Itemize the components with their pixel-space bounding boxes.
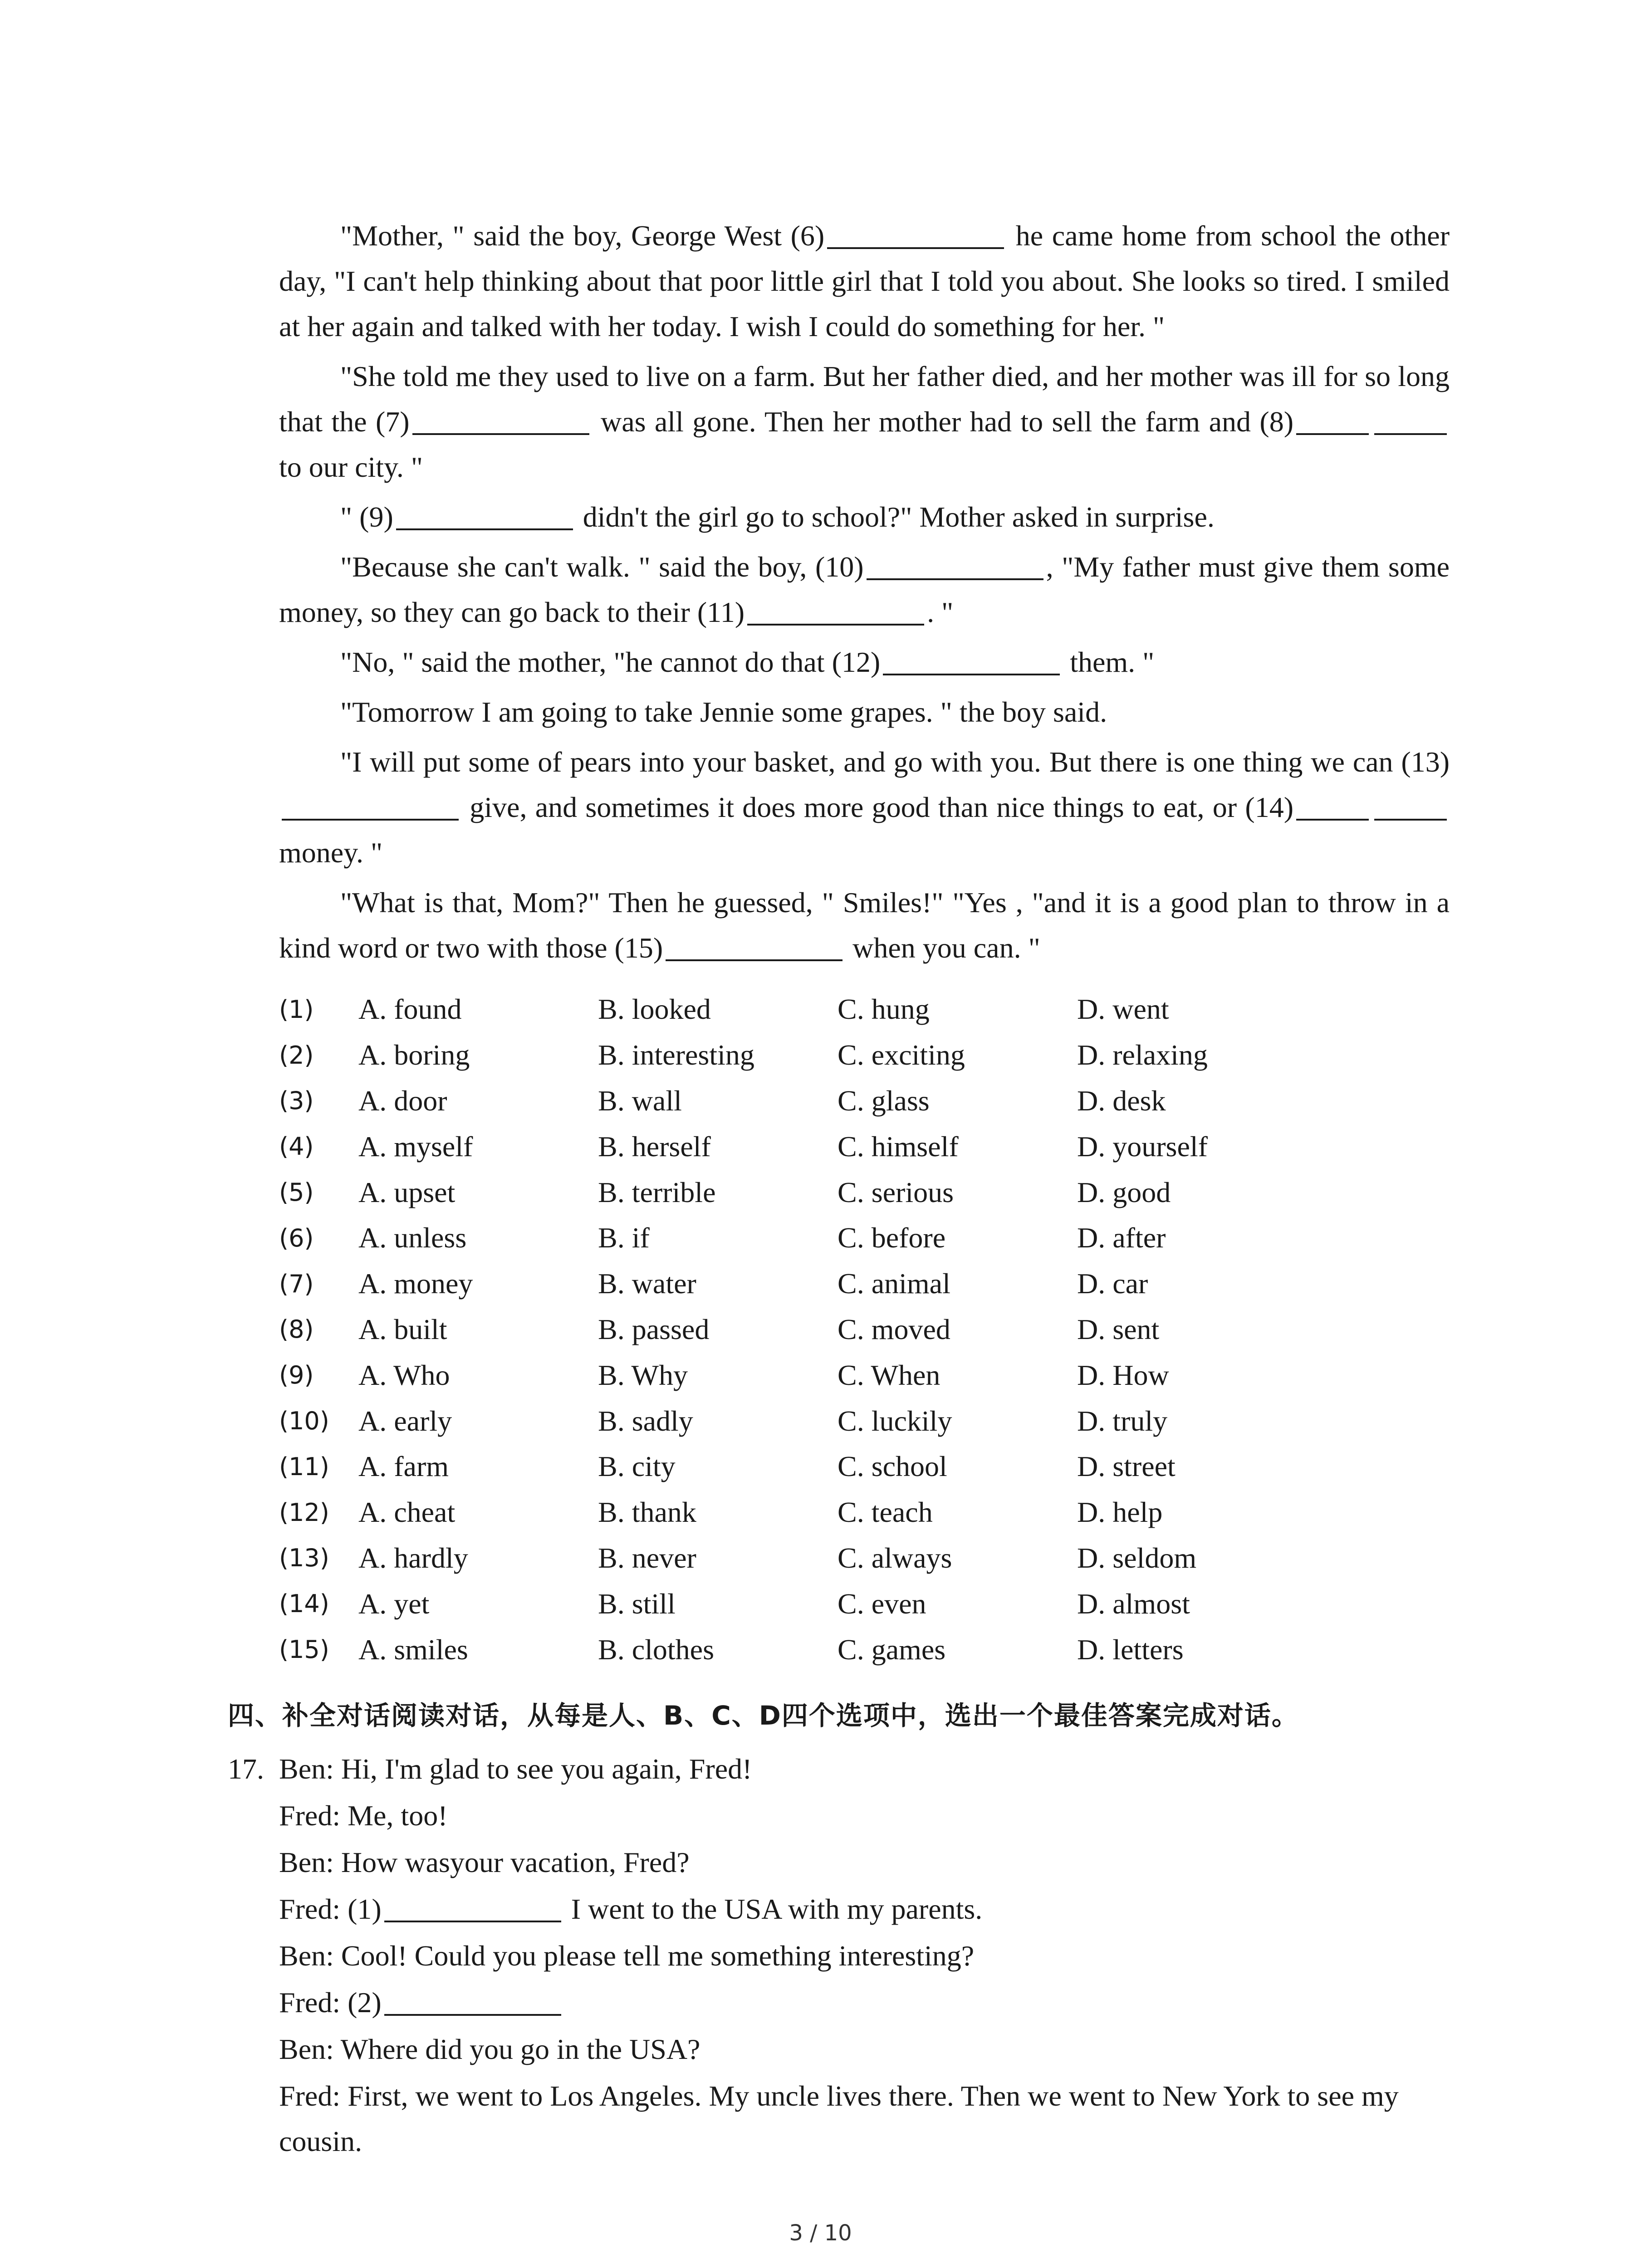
option-row: [279, 1032, 1459, 1078]
option-a: A. built: [358, 1313, 447, 1345]
paragraph-8: [279, 880, 1450, 971]
question-number: (12): [279, 1498, 329, 1527]
option-b: B. looked: [598, 993, 711, 1026]
blank-15: [666, 931, 843, 961]
option-c: C. hung: [838, 993, 930, 1026]
text: "Mother, " said the boy, George West (6): [340, 220, 825, 252]
option-a: A. myself: [358, 1130, 473, 1163]
question-number: (7): [279, 1269, 314, 1298]
section-heading: 四、补全对话阅读对话，从每是人、B、C、D四个选项中，选出一个最佳答案完成对话。: [228, 1700, 1299, 1731]
paragraph-5: [279, 640, 1450, 685]
option-d: D. almost: [1077, 1587, 1190, 1620]
option-b: B. herself: [598, 1130, 711, 1163]
text: money. ": [279, 836, 383, 869]
option-c: C. even: [838, 1587, 926, 1620]
option-c: C. exciting: [838, 1039, 965, 1071]
option-row: [279, 1215, 1459, 1261]
option-b: B. sadly: [598, 1404, 693, 1437]
option-a: A. hardly: [358, 1541, 468, 1574]
option-c: C. glass: [838, 1084, 930, 1117]
text: , "My father must give them some money, so they can go back to their (11): [279, 551, 1450, 628]
dialogue-line: [279, 1887, 1450, 1932]
text: "Because she can't walk. " said the boy, (10): [340, 551, 864, 583]
dialogue-line: Fred: First, we went to Los Angeles. My uncle lives there. Then we went to New York to see my cousin.: [279, 2080, 1399, 2157]
text: "No, " said the mother, "he cannot do that (12): [340, 646, 881, 678]
blank-12: [883, 645, 1060, 675]
option-b: B. never: [598, 1541, 696, 1574]
option-b: B. if: [598, 1222, 650, 1254]
question-number: (6): [279, 1223, 314, 1252]
option-row: [279, 1535, 1459, 1581]
dialogue-line: Ben: Hi, I'm glad to see you again, Fred!: [279, 1753, 752, 1785]
question-number: (14): [279, 1589, 329, 1618]
blank-13: [282, 791, 459, 821]
blank-10: [867, 550, 1043, 580]
blank-6: [827, 219, 1004, 249]
option-b: B. terrible: [598, 1176, 716, 1208]
page-number: 3 / 10: [789, 2220, 852, 2246]
option-d: D. after: [1077, 1222, 1166, 1254]
option-a: A. early: [358, 1404, 452, 1437]
question-number: (13): [279, 1544, 329, 1573]
option-b: B. city: [598, 1450, 676, 1483]
option-d: D. desk: [1077, 1084, 1166, 1117]
option-row: [279, 1261, 1459, 1307]
text: Fred: (1): [279, 1893, 382, 1925]
option-row: [279, 1352, 1459, 1398]
dialogue-line: Ben: Cool! Could you please tell me something interesting?: [279, 1940, 975, 1972]
blank-11: [747, 596, 924, 626]
option-c: C. When: [838, 1359, 941, 1391]
text: "What is that, Mom?" Then he guessed, " Smiles!" "Yes , "and it is a good plan to throw in a kind word or two with those (15): [279, 886, 1450, 964]
option-d: D. relaxing: [1077, 1039, 1208, 1071]
option-a: A. unless: [358, 1222, 467, 1254]
question-number: (9): [279, 1361, 314, 1390]
option-d: D. How: [1077, 1359, 1169, 1391]
blank-14-part-1: [1296, 791, 1369, 821]
option-a: A. door: [358, 1084, 447, 1117]
text: them. ": [1063, 646, 1155, 678]
option-d: D. sent: [1077, 1313, 1160, 1345]
text: to our city. ": [279, 451, 423, 483]
blank-7: [412, 405, 589, 435]
option-c: C. luckily: [838, 1404, 952, 1437]
option-row: [279, 1627, 1459, 1672]
dialogue-line: Ben: How wasyour vacation, Fred?: [279, 1846, 690, 1878]
option-c: C. teach: [838, 1496, 933, 1529]
option-row: [279, 987, 1459, 1032]
option-b: B. still: [598, 1587, 676, 1620]
option-row: [279, 1444, 1459, 1490]
text: he came home from school the other day, "I can't help thinking about that poor little girl that I told you about. She looks so tired. I smiled at her again and talked with her today. I wish I could do something for her. ": [279, 220, 1450, 342]
option-a: A. boring: [358, 1039, 470, 1071]
text: . ": [927, 596, 954, 628]
paragraph-4: [279, 544, 1450, 635]
option-d: D. truly: [1077, 1404, 1168, 1437]
dialogue-line: Ben: Where did you go in the USA?: [279, 2033, 700, 2065]
option-d: D. yourself: [1077, 1130, 1208, 1163]
dialogue-line: Fred: Me, too!: [279, 1799, 448, 1832]
option-c: C. himself: [838, 1130, 959, 1163]
text: "She told me they used to live on a farm. But her father died, and her mother was ill for so long that the (7): [279, 360, 1450, 438]
question-number: (8): [279, 1315, 314, 1344]
option-a: A. farm: [358, 1450, 449, 1483]
question-number: (1): [279, 995, 314, 1024]
option-d: D. good: [1077, 1176, 1171, 1208]
paragraph-6: [279, 689, 1450, 735]
option-row: [279, 1169, 1459, 1215]
option-c: C. games: [838, 1633, 946, 1666]
text: "I will put some of pears into your basket, and go with you. But there is one thing we can (13): [340, 746, 1450, 778]
text: "Tomorrow I am going to take Jennie some grapes. " the boy said.: [340, 696, 1107, 728]
option-row: [279, 1581, 1459, 1627]
question-number: (5): [279, 1178, 314, 1207]
dialogue-blank-1: [384, 1892, 561, 1922]
option-row: [279, 1078, 1459, 1124]
paragraph-3: [279, 494, 1450, 540]
option-a: A. money: [358, 1267, 473, 1300]
option-d: D. went: [1077, 993, 1169, 1026]
option-b: B. wall: [598, 1084, 682, 1117]
option-a: A. upset: [358, 1176, 456, 1208]
option-a: A. yet: [358, 1587, 430, 1620]
option-a: A. cheat: [358, 1496, 456, 1529]
question-number: (3): [279, 1086, 314, 1115]
option-b: B. clothes: [598, 1633, 714, 1666]
option-b: B. passed: [598, 1313, 710, 1345]
option-b: B. Why: [598, 1359, 688, 1391]
paragraph-7: [279, 739, 1450, 875]
option-b: B. interesting: [598, 1039, 754, 1071]
option-row: [279, 1124, 1459, 1169]
question-number: (15): [279, 1635, 329, 1664]
option-d: D. seldom: [1077, 1541, 1197, 1574]
paragraph-2: [279, 354, 1450, 490]
text: was all gone. Then her mother had to sell the farm and (8): [592, 406, 1294, 438]
blank-8-part-1: [1296, 405, 1369, 435]
option-c: C. before: [838, 1222, 946, 1254]
answer-options-list: [279, 987, 1459, 1672]
option-c: C. serious: [838, 1176, 954, 1208]
question-number: (2): [279, 1041, 314, 1070]
text: give, and sometimes it does more good than nice things to eat, or (14): [461, 791, 1293, 823]
question-number: (10): [279, 1407, 329, 1436]
paragraph-1: [279, 213, 1450, 349]
dialogue-blank-2: [384, 1986, 561, 2016]
option-d: D. help: [1077, 1496, 1163, 1529]
question-number: (11): [279, 1452, 329, 1481]
blank-9: [396, 500, 573, 530]
blank-14-part-2: [1374, 791, 1447, 821]
option-d: D. car: [1077, 1267, 1148, 1300]
dialogue-line: [279, 1980, 1450, 2025]
dialogue-lines: [279, 1746, 1450, 2165]
option-b: B. thank: [598, 1496, 696, 1529]
question-number: (4): [279, 1132, 314, 1161]
blank-8-part-2: [1374, 405, 1447, 435]
question-number: 17.: [228, 1753, 264, 1785]
option-row: [279, 1490, 1459, 1535]
option-c: C. always: [838, 1541, 952, 1574]
option-b: B. water: [598, 1267, 696, 1300]
cloze-passage: [279, 213, 1450, 975]
option-c: C. school: [838, 1450, 947, 1483]
text: I went to the USA with my parents.: [563, 1893, 983, 1925]
text: when you can. ": [845, 932, 1040, 964]
option-c: C. moved: [838, 1313, 950, 1345]
option-row: [279, 1307, 1459, 1353]
option-d: D. street: [1077, 1450, 1176, 1483]
option-d: D. letters: [1077, 1633, 1184, 1666]
text: Fred: (2): [279, 1986, 382, 2019]
text: didn't the girl go to school?" Mother asked in surprise.: [575, 501, 1215, 533]
text: " (9): [340, 501, 393, 533]
option-a: A. smiles: [358, 1633, 468, 1666]
option-row: [279, 1398, 1459, 1444]
option-a: A. found: [358, 993, 462, 1026]
option-c: C. animal: [838, 1267, 950, 1300]
option-a: A. Who: [358, 1359, 450, 1391]
